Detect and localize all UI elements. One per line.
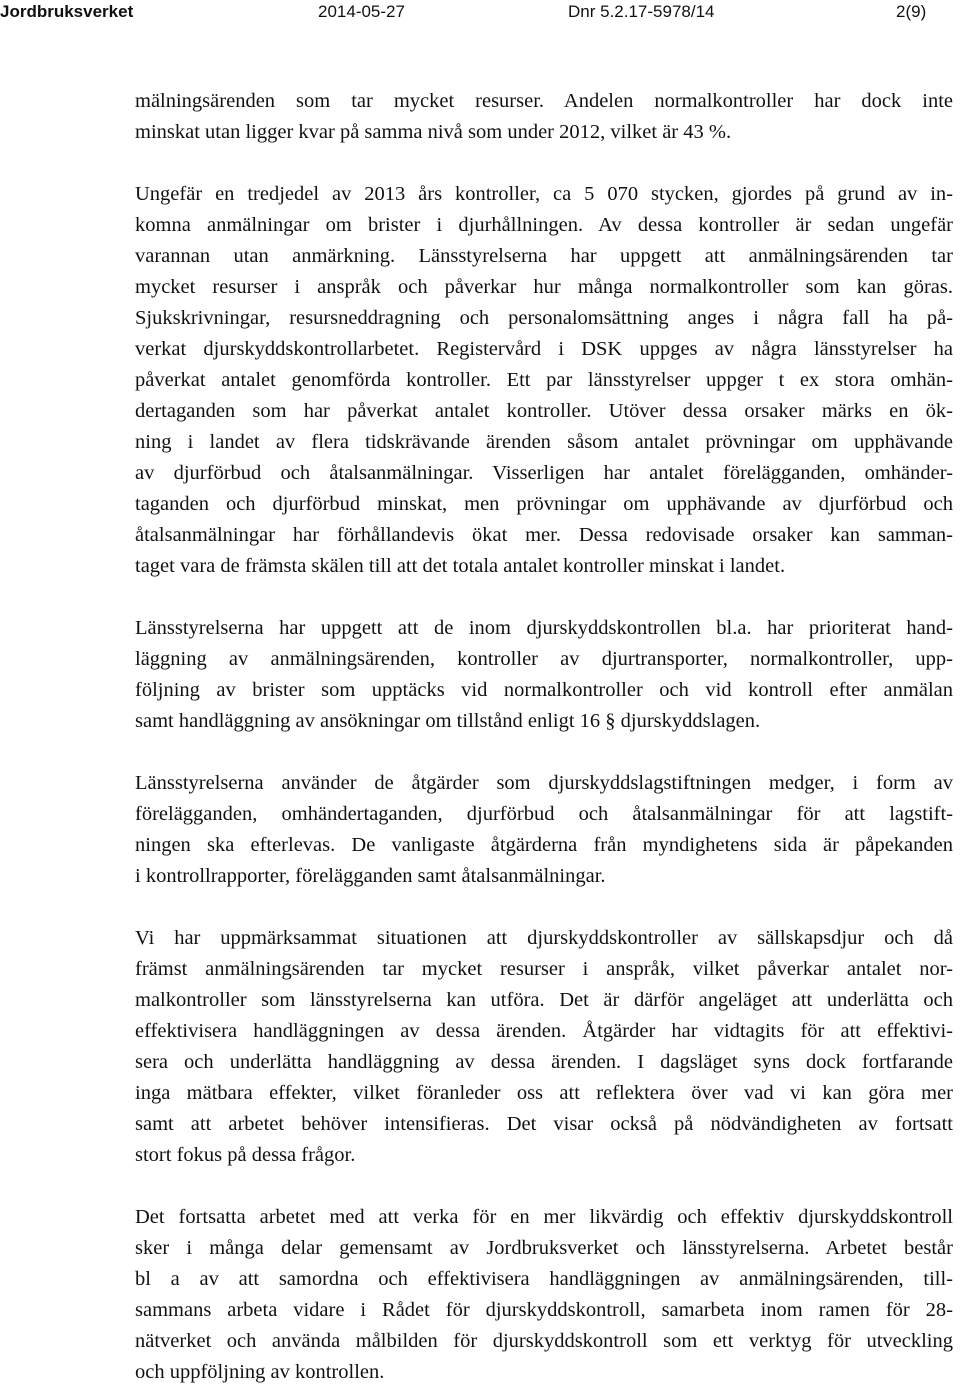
text-line: inga mätbara effekter, vilket föranleder oss att reflektera över vad vi kan göra mer [135,1082,953,1104]
text-line: taget vara de främsta skälen till att det totala antalet kontroller minskat i landet. [135,555,786,577]
text-line: främst anmälningsärenden tar mycket resurser i anspråk, vilket påverkar antalet nor- [135,958,953,980]
text-line: bl a av att samordna och effektivisera handläggningen av anmälningsärenden, till- [135,1268,953,1290]
text-line: Vi har uppmärksammat situationen att djurskyddskontroller av sällskapsdjur och då [135,927,953,949]
text-line: Det fortsatta arbetet med att verka för en mer likvärdig och effektiv djurskyddskontroll [135,1206,953,1228]
text-line: sker i många delar gemensamt av Jordbruksverket och länsstyrelserna. Arbetet består [135,1237,953,1259]
text-line: sammans arbeta vidare i Rådet för djurskyddskontroll, samarbeta inom ramen för 28- [135,1299,953,1321]
text-line: nätverket och använda målbilden för djurskyddskontroll som ett verktyg för utveckling [135,1330,953,1352]
text-line: Ungefär en tredjedel av 2013 års kontroller, ca 5 070 stycken, gjordes på grund av in- [135,183,953,205]
text-line: dertaganden som har påverkat antalet kontroller. Utöver dessa orsaker märks en ök- [135,400,953,422]
document-body [135,86,953,1388]
text-line: Länsstyrelserna har uppgett att de inom djurskyddskontrollen bl.a. har prioriterat hand- [135,617,953,639]
paragraph [135,86,953,148]
text-line: mälningsärenden som tar mycket resurser. Andelen normalkontroller har dock inte [135,90,953,112]
header-page-number: 2(9) [896,2,927,21]
text-line: av djurförbud och åtalsanmälningar. Visserligen har antalet förelägganden, omhänder- [135,462,953,484]
text-line: verkat djurskyddskontrollarbetet. Registervård i DSK uppges av några länsstyrelser ha [135,338,953,360]
paragraph [135,179,953,582]
text-line: i kontrollrapporter, förelägganden samt åtalsanmälningar. [135,865,606,887]
text-line: stort fokus på dessa frågor. [135,1144,356,1166]
text-line: varannan utan anmärkning. Länsstyrelserna har uppgett att anmälningsärenden tar [135,245,953,267]
paragraph [135,613,953,737]
text-line: åtalsanmälningar har förhållandevis ökat mer. Dessa redovisade orsaker kan samman- [135,524,953,546]
text-line: sera och underlätta handläggning av dessa ärenden. I dagsläget syns dock fortfarande [135,1051,953,1073]
header-organization: Jordbruksverket [0,2,134,21]
paragraph [135,768,953,892]
text-line: minskat utan ligger kvar på samma nivå som under 2012, vilket är 43 %. [135,121,732,143]
text-line: Sjukskrivningar, resursneddragning och personalomsättning anges i några fall ha på- [135,307,953,329]
text-line: effektivisera handläggningen av dessa ärenden. Åtgärder har vidtagits för att effektivi- [135,1020,953,1042]
header-date: 2014-05-27 [318,2,405,21]
paragraph [135,1202,953,1388]
text-line: samt att arbetet behöver intensifieras. Det visar också på nödvändigheten av fortsatt [135,1113,953,1135]
text-line: och uppföljning av kontrollen. [135,1361,385,1383]
text-line: samt handläggning av ansökningar om tillstånd enligt 16 § djurskyddslagen. [135,710,761,732]
text-line: malkontroller som länsstyrelserna kan utföra. Det är därför angeläget att underlätta och [135,989,953,1011]
text-line: mycket resurser i anspråk och påverkar hur många normalkontroller som kan göras. [135,276,953,298]
text-line: läggning av anmälningsärenden, kontroller av djurtransporter, normalkontroller, upp- [135,648,953,670]
paragraph [135,923,953,1171]
text-line: påverkat antalet genomförda kontroller. Ett par länsstyrelser uppger t ex stora omhän- [135,369,953,391]
text-line: ning i landet av flera tidskrävande ärenden såsom antalet prövningar om upphävande [135,431,953,453]
document-header [0,0,960,24]
text-line: komna anmälningar om brister i djurhållningen. Av dessa kontroller är sedan ungefär [135,214,953,236]
text-line: Länsstyrelserna använder de åtgärder som djurskyddslagstiftningen medger, i form av [135,772,953,794]
text-line: förelägganden, omhändertaganden, djurförbud och åtalsanmälningar för att lagstift- [135,803,953,825]
text-line: följning av brister som upptäcks vid normalkontroller och vid kontroll efter anmälan [135,679,953,701]
text-line: taganden och djurförbud minskat, men prövningar om upphävande av djurförbud och [135,493,953,515]
text-line: ningen ska efterlevas. De vanligaste åtgärderna från myndighetens sida är påpekanden [135,834,953,856]
header-reference-number: Dnr 5.2.17-5978/14 [568,2,715,21]
